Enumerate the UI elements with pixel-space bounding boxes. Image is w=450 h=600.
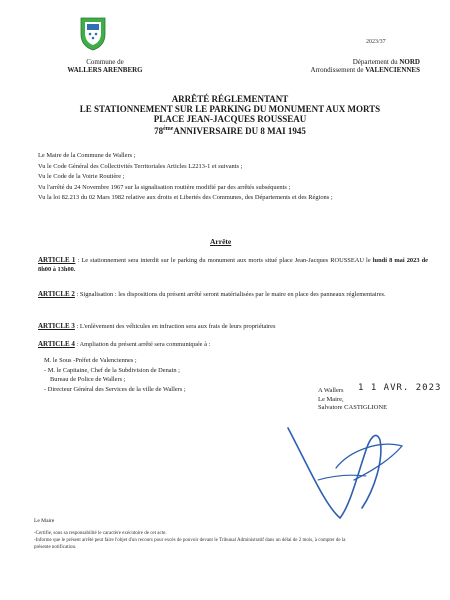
department-name: NORD bbox=[399, 58, 420, 66]
article-2-text: : Signalisation : les dispositions du présent arrêté seront matérialisées par le maire en place des panneaux réglementaires. bbox=[74, 291, 386, 298]
recipient-item: Bureau de Police de Wallers ; bbox=[50, 376, 126, 383]
title-line-3: PLACE JEAN-JACQUES ROUSSEAU bbox=[153, 114, 307, 124]
decree-title bbox=[40, 94, 420, 136]
anniversary-number: 78 bbox=[154, 126, 164, 136]
article-1 bbox=[38, 256, 428, 274]
signature-place: A Wallers bbox=[318, 387, 344, 394]
title-line-2: LE STATIONNEMENT SUR LE PARKING DU MONUMENT AUX MORTS bbox=[79, 104, 381, 114]
article-2-label: ARTICLE 2 bbox=[38, 290, 75, 298]
department-info bbox=[290, 58, 420, 74]
article-3-label: ARTICLE 3 bbox=[38, 322, 75, 330]
footer-maire-label: Le Maire bbox=[34, 518, 55, 524]
footer-line: présente notification. bbox=[34, 545, 77, 550]
anniversary-suffix: ème bbox=[163, 126, 174, 132]
recipient-item: - M. le Capitaine, Chef de la Subdivision de Denain ; bbox=[44, 366, 180, 374]
article-1-text: : Le stationnement sera interdit sur le parking du monument aux morts situé place Jean-Jacques ROUSSEAU le bbox=[75, 257, 373, 264]
visa-line: Vu la loi 82.213 du 02 Mars 1982 relative aux droits et Libertés des Communes, des Départements et des Régions ; bbox=[38, 194, 333, 201]
recipient-item: - Directeur Général des Services de la ville de Wallers ; bbox=[44, 385, 186, 393]
footer-line: -Informe que le présent arrêté peut faire l'objet d'un recours pour excès de pouvoir devant le Tribunal Administratif dans un délai de 2 mois, à compter de la bbox=[34, 538, 346, 543]
commune-title: WALLERS ARENBERG bbox=[67, 66, 143, 74]
commune-label: Commune de bbox=[86, 58, 124, 66]
article-4-text: : Ampliation du présent arrêté sera communiquée à : bbox=[74, 341, 211, 348]
article-3-text: : L'enlèvement des véhicules en infraction sera aux frais de leurs propriétaires bbox=[74, 323, 276, 330]
legal-references bbox=[38, 151, 428, 204]
decree-reference-number: 2023/37 bbox=[366, 39, 386, 45]
signature-role: Le Maire, bbox=[318, 395, 344, 403]
signatory-name: Salvatore CASTIGLIONE bbox=[318, 404, 388, 411]
footer-line: -Certifie, sous sa responsabilité le caractère exécutoire de cet acte. bbox=[34, 531, 167, 536]
commune-name bbox=[50, 58, 160, 74]
visa-line: Vu l'arrêté du 24 Novembre 1967 sur la signalisation routière modifié par des arrêtés subséquents ; bbox=[38, 183, 291, 191]
recipients-list bbox=[44, 356, 186, 394]
commune-coat-of-arms-logo bbox=[78, 16, 108, 52]
department-label: Département du bbox=[352, 58, 400, 66]
title-line-1: ARRÊTÉ RÉGLEMENTANT bbox=[171, 94, 289, 104]
date-stamp: 1 1 AVR. 2023 bbox=[358, 383, 442, 393]
footer-legal-notice bbox=[34, 530, 424, 551]
recipient-item: M. le Sous -Préfet de Valenciennes ; bbox=[44, 357, 137, 364]
title-line-4 bbox=[40, 124, 420, 136]
arrondissement-name: VALENCIENNES bbox=[365, 66, 420, 74]
anniversary-text: ANNIVERSAIRE DU 8 MAI 1945 bbox=[173, 126, 306, 136]
signature-block bbox=[318, 387, 387, 413]
arrete-heading: Arrête bbox=[210, 237, 232, 246]
article-3 bbox=[38, 322, 428, 332]
article-1-label: ARTICLE 1 bbox=[38, 256, 76, 264]
article-2 bbox=[38, 290, 428, 300]
visa-line: Vu le Code Général des Collectivités Territoriales Articles L2213-1 et suivants ; bbox=[38, 162, 243, 170]
article-4-label: ARTICLE 4 bbox=[38, 340, 75, 348]
handwritten-signature bbox=[270, 410, 420, 525]
article-1-date: lundi 8 mai 2023 de 8h00 à 13h00. bbox=[38, 257, 428, 273]
visa-line: Le Maire de la Commune de Wallers ; bbox=[38, 152, 136, 159]
arrondissement-label: Arrondissement de bbox=[310, 66, 366, 74]
article-4 bbox=[38, 340, 428, 350]
visa-line: Vu le Code de la Voirie Routière ; bbox=[38, 173, 125, 180]
